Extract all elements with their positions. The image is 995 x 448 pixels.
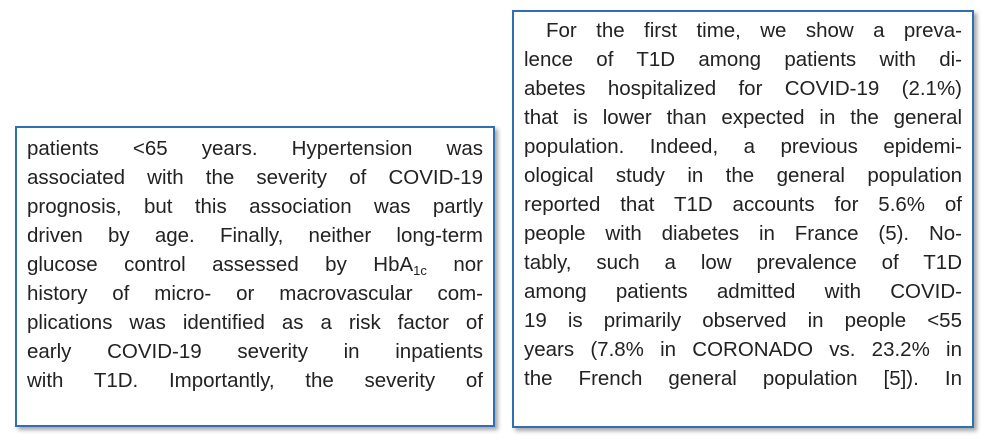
subscript-1c: 1c bbox=[413, 263, 427, 278]
text-line: early COVID-19 severity in inpatients bbox=[27, 340, 483, 363]
text-line: For the first time, we show a preva- bbox=[546, 19, 962, 42]
text-line: prognosis, but this association was partly bbox=[27, 195, 483, 218]
text-line: plications was identified as a risk factor of bbox=[27, 311, 483, 334]
text-line: patients <65 years. Hypertension was bbox=[27, 137, 483, 160]
text-segment: glucose control assessed by HbA bbox=[27, 253, 414, 276]
text-line: that is lower than expected in the general bbox=[524, 106, 962, 129]
text-line: reported that T1D accounts for 5.6% of bbox=[524, 193, 962, 216]
text-panel-left bbox=[15, 126, 495, 427]
text-line: with T1D. Importantly, the severity of bbox=[27, 369, 483, 392]
text-line: among patients admitted with COVID- bbox=[524, 280, 962, 303]
text-line: years (7.8% in CORONADO vs. 23.2% in bbox=[524, 338, 962, 361]
text-line: history of micro- or macrovascular com- bbox=[27, 282, 483, 305]
text-line: abetes hospitalized for COVID-19 (2.1%) bbox=[524, 77, 962, 100]
text-line: driven by age. Finally, neither long-term bbox=[27, 224, 483, 247]
text-line: tably, such a low prevalence of T1D bbox=[524, 251, 962, 274]
text-line: ological study in the general population bbox=[524, 164, 962, 187]
text-line: population. Indeed, a previous epidemi- bbox=[524, 135, 962, 158]
text-line: lence of T1D among patients with di- bbox=[524, 48, 962, 71]
text-segment: nor bbox=[426, 253, 483, 276]
text-line: 19 is primarily observed in people <55 bbox=[524, 309, 962, 332]
text-line: the French general population [5]). In bbox=[524, 367, 962, 390]
text-line: people with diabetes in France (5). No- bbox=[524, 222, 962, 245]
text-panel-right bbox=[512, 10, 974, 428]
text-line: associated with the severity of COVID-19 bbox=[27, 166, 483, 189]
text-line-hba1c bbox=[27, 250, 483, 279]
